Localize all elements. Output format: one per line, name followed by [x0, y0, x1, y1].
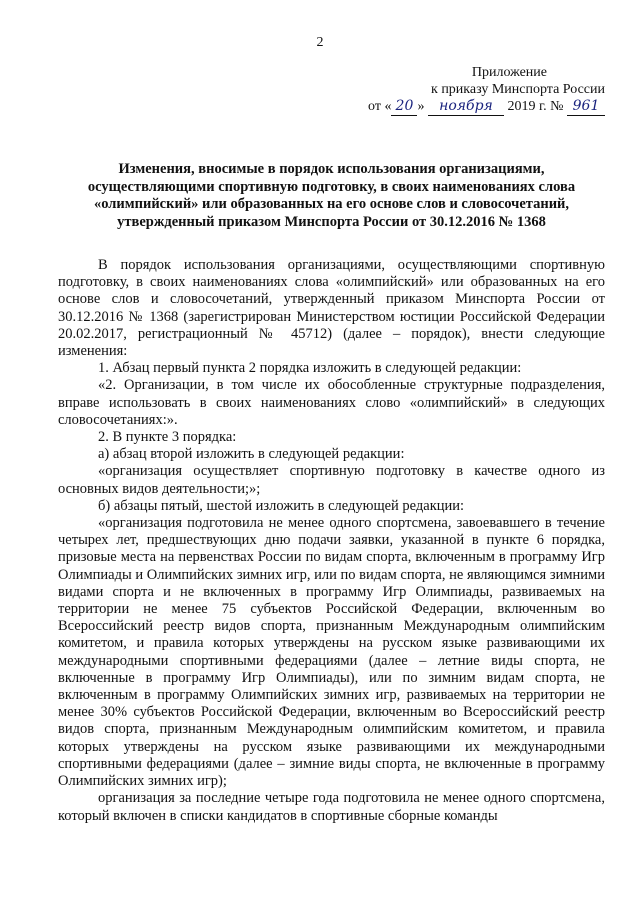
paragraph: организация за последние четыре года подготовила не менее одного спортсмена, который включен в списки кандидатов в спортивные сборные команды	[58, 790, 605, 824]
page-number: 2	[316, 35, 324, 50]
paragraph: «организация осуществляет спортивную подготовку в качестве одного из основных видов деятельности;»;	[58, 463, 605, 497]
document-body	[58, 257, 605, 825]
paragraph: «2. Организации, в том числе их обособленные структурные подразделения, вправе использовать в своих наименованиях слово «олимпийский» в следующих словосочетаниях:».	[58, 377, 605, 428]
appendix-title: Приложение	[471, 65, 547, 80]
date-year: 2019 г. №	[507, 99, 564, 114]
appendix-date-line	[350, 98, 605, 116]
paragraph: «организация подготовила не менее одного спортсмена, завоевавшего в течение четырех лет, предшествующих дню подачи заявки, указанной в пункте 6 порядка, призовые места на первенствах России по видам спорта, включенным в программу Игр Олимпиады и Олимпийских зимних игр, или по видам спорта, не являющимся зимними видами спорта и не включенных в программу Игр Олимпиады, развиваемых на территории не менее 75 субъектов Российской Федерации, включенным во Всероссийский реестр видов спорта, признанным Международным олимпийским комитетом, и правила которых утверждены на русском языке развивающими их международными спортивными федерациями (далее – летние виды спорта, не включенные в программу Игр Олимпиады), или по зимним видам спорта, не включенным в программу Олимпийских зимних игр, развиваемых на территории не менее 30% субъектов Российской Федерации, включенным во Всероссийский реестр видов спорта, признанным Международным олимпийским комитетом, и правила которых утверждены на русском языке развивающими их международными спортивными федерациями (далее – зимние виды спорта, не включенные в программу Олимпийских зимних игр);	[58, 515, 605, 790]
appendix-order-ref: к приказу Минспорта России	[431, 82, 605, 97]
date-prefix: от «	[368, 99, 392, 114]
handwritten-day: 20	[391, 98, 417, 116]
paragraph: б) абзацы пятый, шестой изложить в следующей редакции:	[98, 497, 465, 514]
date-quote-close: »	[417, 99, 425, 114]
paragraph: 2. В пункте 3 порядка:	[98, 429, 237, 446]
handwritten-order-number: 961	[567, 98, 605, 116]
paragraph: а) абзац второй изложить в следующей редакции:	[98, 446, 405, 463]
handwritten-month: ноября	[428, 98, 504, 116]
appendix-header	[350, 64, 605, 116]
paragraph: 1. Абзац первый пункта 2 порядка изложить в следующей редакции:	[98, 360, 522, 377]
paragraph: В порядок использования организациями, осуществляющими спортивную подготовку, в своих наименованиях слова «олимпийский» или образованных на его основе слов и словосочетаний, утвержденный приказом Минспорта России от 30.12.2016 № 1368 (зарегистрирован Министерством юстиции Российской Федерации 20.02.2017, регистрационный № 45712) (далее – порядок), внести следующие изменения:	[58, 257, 605, 360]
document-title: Изменения, вносимые в порядок использования организациями, осуществляющими спортивную подготовку, в своих наименованиях слова «олимпийский» или образованных на его основе слов и словосочетаний, утвержденный приказом Минспорта России от 30.12.2016 № 1368	[87, 161, 576, 230]
